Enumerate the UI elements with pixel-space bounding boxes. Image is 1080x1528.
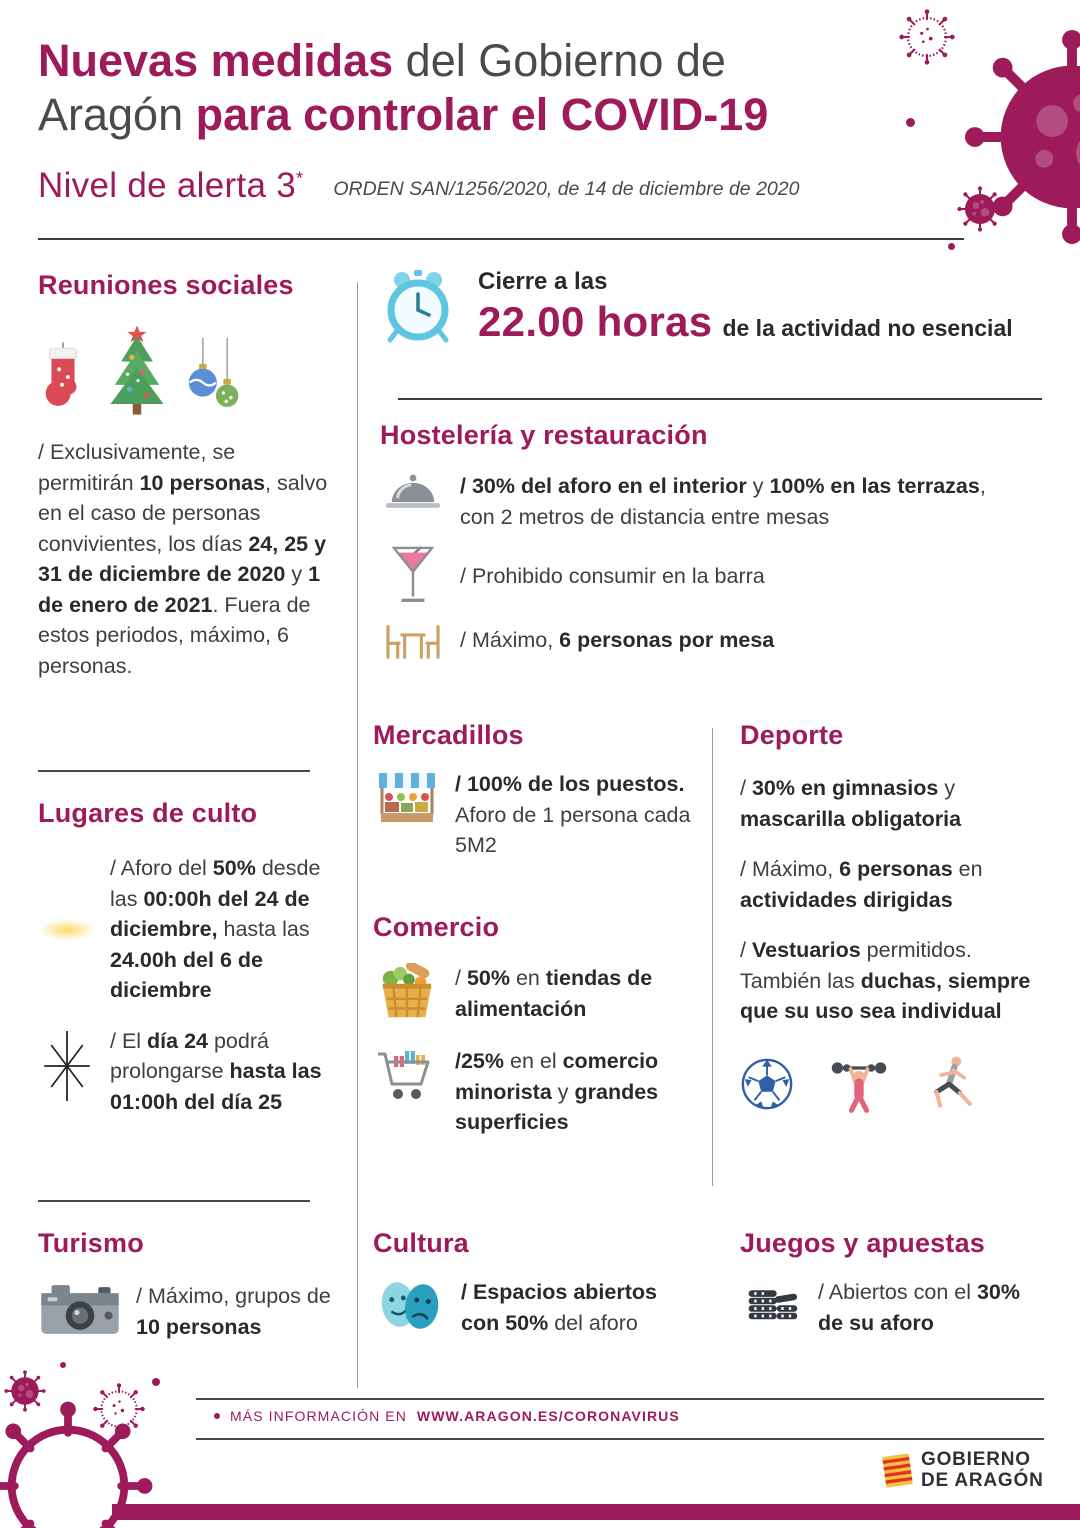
section-juegos (740, 1228, 1050, 1338)
alarm-clock-icon (380, 268, 456, 348)
section-title: Cultura (373, 1228, 469, 1258)
closure-time: 22.00 horas (478, 298, 713, 345)
section-cultura (373, 1228, 703, 1338)
column-divider-left (357, 282, 358, 1388)
poker-chips-icon (743, 1277, 801, 1326)
virus-dot (152, 1378, 160, 1386)
aragon-flag-icon (882, 1454, 913, 1488)
section-title: Juegos y apuestas (740, 1228, 986, 1258)
section-title: Comercio (373, 912, 500, 942)
bottom-accent-bar (112, 1504, 1080, 1520)
closure-lead: Cierre a las (478, 268, 608, 295)
section-title: Reuniones sociales (38, 270, 294, 300)
rule-item: / 100% de los puestos. Aforo de 1 persona cada 5M2 (455, 772, 691, 858)
rule-item: / Espacios abiertos con 50% del aforo (461, 1280, 657, 1335)
rule-item: / El día 24 podrá prolongarse hasta las 01:00h del día 25 (110, 1028, 322, 1114)
serving-cloche-icon (384, 471, 442, 512)
virus-dot (948, 243, 955, 250)
rule-item: / Aforo del 50% desde las 00:00h del 24 de diciembre, hasta las 24.00h del 6 de diciembre (110, 856, 321, 1003)
logo-line2: DE ARAGÓN (921, 1469, 1044, 1491)
christmas-stocking-icon (38, 339, 88, 417)
section-mercadillos (373, 720, 695, 861)
star-icon (39, 1026, 95, 1106)
section-title: Lugares de culto (38, 798, 258, 828)
section-reuniones-sociales (38, 270, 338, 681)
virus-dot (60, 1362, 66, 1368)
rule-item: / Máximo, grupos de 10 personas (136, 1284, 331, 1339)
rule-item: / 30% del aforo en el interior y 100% en las terrazas, con 2 metros de distancia entre mesas (460, 474, 986, 529)
runner-icon (924, 1054, 976, 1114)
section-title: Deporte (740, 720, 844, 750)
section-title: Turismo (38, 1228, 144, 1258)
rule-item: / Prohibido consumir en la barra (460, 564, 765, 589)
rule-item: /25% en el comercio minorista y grandes superficies (455, 1049, 659, 1135)
footer-info-link[interactable]: WWW.ARAGON.ES/CORONAVIRUS (416, 1408, 680, 1424)
footer-info-prefix: MÁS INFORMACIÓN EN (230, 1408, 407, 1424)
closure-tail: de la actividad no esencial (722, 315, 1013, 341)
food-basket-icon (376, 963, 438, 1023)
section-title: Hostelería y restauración (380, 420, 708, 450)
section-turismo (38, 1228, 350, 1342)
shopping-cart-icon (375, 1046, 439, 1106)
left-divider-2 (38, 1200, 310, 1202)
logo-line1: GOBIERNO (921, 1449, 1031, 1470)
camera-icon (39, 1281, 121, 1338)
footer-info (214, 1408, 680, 1424)
table-and-chairs-icon (381, 621, 445, 660)
rule-item: / 50% en tiendas de alimentación (455, 966, 653, 1021)
order-reference: ORDEN SAN/1256/2020, de 14 de diciembre de 2020 (333, 178, 800, 200)
footer-divider-bottom (196, 1438, 1044, 1440)
footer-divider-top (196, 1398, 1044, 1400)
header-divider (38, 238, 964, 240)
candle-glow-icon (38, 919, 96, 941)
rule-item: / Máximo, 6 personas en actividades dirigidas (740, 857, 983, 912)
rule-item: / Abiertos con el 30% de su aforo (818, 1280, 1020, 1335)
soccer-ball-icon (740, 1057, 794, 1111)
gobierno-aragon-logo (884, 1450, 1044, 1492)
rule-item: / 30% en gimnasios y mascarilla obligatoria (740, 776, 962, 831)
page-title-line1: Nuevas medidas del Gobierno de (38, 35, 726, 86)
section-cierre (380, 268, 1044, 348)
virus-icon-small (957, 186, 1003, 232)
theater-masks-icon (375, 1277, 445, 1334)
left-divider-1 (38, 770, 310, 772)
section-comercio (373, 912, 703, 1138)
cocktail-glass-icon (392, 546, 434, 607)
rule-item: / Máximo, 6 personas por mesa (460, 628, 775, 653)
market-stall-icon (375, 769, 439, 829)
section-deporte (740, 720, 1048, 1115)
rule-item: / Vestuarios permitidos. También las duchas, siempre que su uso sea individual (740, 938, 1031, 1024)
section-lugares-de-culto (38, 798, 350, 1117)
christmas-tree-icon (102, 323, 172, 417)
alert-asterisk: * (296, 168, 304, 189)
section-title: Mercadillos (373, 720, 524, 750)
virus-icon-outline-large (0, 1400, 154, 1528)
page-title-line2: Aragón para controlar el COVID-19 (38, 89, 769, 140)
alert-level: Nivel de alerta 3* (38, 166, 304, 205)
bullet-icon (214, 1413, 220, 1419)
column-divider-right (712, 728, 713, 1186)
christmas-ornaments-icon (186, 337, 244, 417)
section-text: / Exclusivamente, se permitirán 10 personas, salvo en el caso de personas convivientes, los días 24, 25 y 31 de diciembre de 2020 y 1 de enero de 2021. Fuera de estos periodos, máximo, 6 personas. (38, 440, 328, 678)
section-hosteleria (380, 420, 1044, 660)
header (38, 34, 938, 206)
weightlifter-icon (828, 1053, 890, 1115)
closure-divider (398, 398, 1042, 400)
